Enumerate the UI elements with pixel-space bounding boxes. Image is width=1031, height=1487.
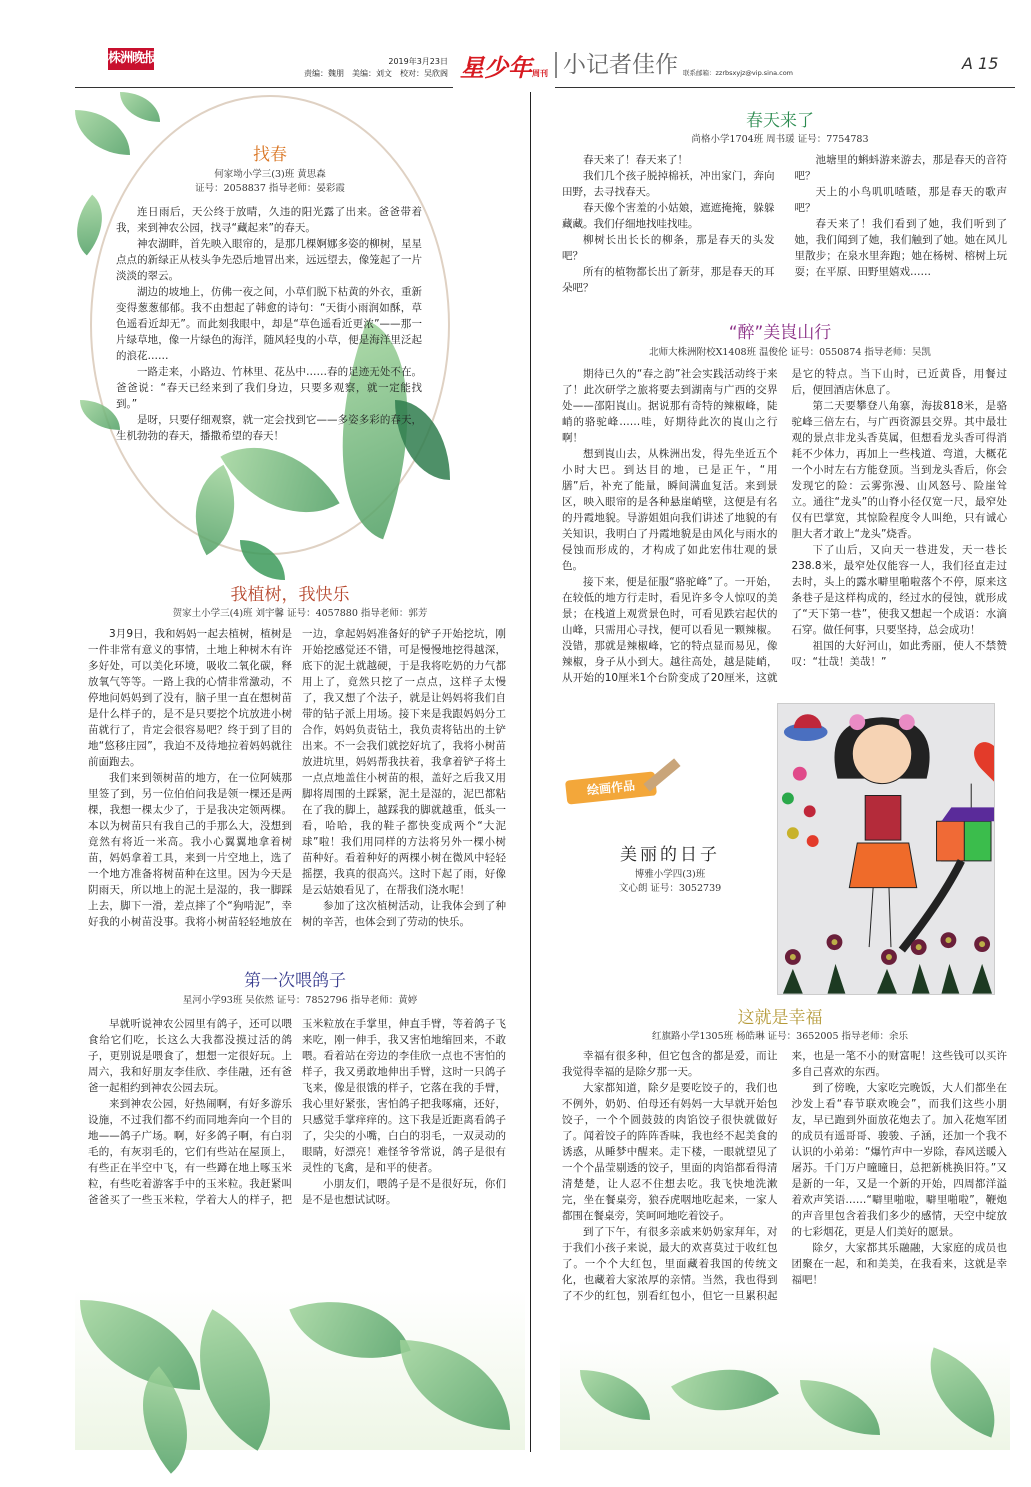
logo-text: 星少年 [460,54,532,82]
paragraph: 春天来了！春天来了！ [583,154,688,166]
article-byline: 红旗路小学1305班 杨皓琳 证号：3652005 指导老师：余乐 [651,1031,909,1042]
painting-author: 文心朗 证号：3052739 [618,883,722,894]
article-body-xingfu [562,1048,1007,1304]
painting-title: 美丽的日子 [620,845,720,865]
header-rule [555,87,1015,88]
paragraph: 期待已久的“春之韵”社会实践活动终于来了！此次研学之旅将要去到湖南与广西的交界处——邵阳崀山。据说那有奇特的辣椒峰，陡峭的骆驼峰……哇，好期待此次的崀山之行啊！ [562,368,778,444]
paragraph: 大家都知道，除夕是要吃饺子的，我们也不例外，奶奶、伯母还有妈妈一大早就开始包饺子，一个个圆鼓鼓的肉馅饺子很快就做好了。闻着饺子的阵阵香味，我也经不起美食的诱惑，从睡梦中醒来。走下楼，一眼就望见了一个个晶莹剔透的饺子，里面的肉馅都看得清清楚楚，让人忍不住想去吃。我飞快地洗漱完，坐在餐桌旁，狼吞虎咽地吃起来，一家人都围在餐桌旁，笑呵呵地吃着饺子。 [562,1082,778,1222]
article-title: 我植树，我快乐 [230,585,350,605]
contact-email: 联系邮箱：zzrbsxyjz@vip.sina.com [683,69,794,77]
editor-credits: 责编：魏朋 美编：刘文 校对：吴欣阁 [304,69,448,78]
paragraph: 来到神农公园，好热闹啊，有好多游乐设施，不过我们都不约而同地奔向一个目的地——鸽子广场。啊，好多鸽子啊，有白羽毛的，有灰羽毛的，它们有些站在屋顶上，有些正在半空中飞，有一些蹲在地上啄玉米粒，有些吃着游客手中的玉米粒。我赶紧叫爸爸买了一些玉米粒，学着大人的样子，把玉米粒放在手掌里，伸直手臂，等着鸽子飞来吃，刚一伸手，我又害怕地缩回来，不敢喂。看着站在旁边的李佳欣一点也不害怕的样子，我又勇敢地伸出手臂，这时一只鸽子飞来，像是很饿的样子，它落在我的手臂，我心里好紧张，害怕鸽子把我啄痛，还好，只感觉手掌痒痒的。这下我是近距离看鸽子了，尖尖的小嘴，白白的羽毛，一双灵动的眼睛，好漂亮！难怪爷爷常说，鸽子是很有灵性的飞禽，是和平的使者。 [88,1018,506,1206]
article-body-zhishu [88,626,506,930]
article-byline: 尚格小学1704班 周书瑗 证号：7754783 [691,134,869,145]
column-divider [530,92,531,1452]
paragraph: 春天来了！我们看到了她，我们听到了她，我们闻到了她，我们触到了她。她在风儿里散步；在泉水里奔跑；她在杨树、榕树上玩耍；在平原、田野里嬉戏…… [794,218,1007,278]
paragraph: 第二天要攀登八角寨，海拔818米，是骆驼峰三倍左右，与广西资源县交界。其中最壮观的景点非龙头香莫属，但想看龙头香可得消耗不少体力，再加上一些栈道、弯道，大概花一个小时左右方能登顶。当到龙头香后，你会发现它的险：云雾弥漫、山风怒号、险崖耸立。通往“龙头”的山脊小径仅宽一尺，最窄处仅有巴掌宽，其惊险程度令人叫绝，只有诚心胆大者才敢上“龙头”烧香。 [791,400,1007,540]
paragraph: 春天像个害羞的小姑娘，遮遮掩掩，躲躲藏藏。我们仔细地找哇找哇。 [562,202,775,230]
paragraph: 祖国的大好河山，如此秀丽，使人不禁赞叹：“壮哉！美哉！” [791,640,1007,668]
article-byline: 证号：2058837 指导老师：晏彩霞 [195,183,345,194]
paragraph: 早就听说神农公园里有鸽子，还可以喂食给它们吃，长这么大我都没摸过活的鸽子，更别说是喂食了，想想一定很好玩。上周六，我和好朋友李佳欣、李佳融，还有爸爸一起相约到神农公园去玩。 [88,1018,292,1094]
paragraph: 参加了这次植树活动，让我体会到了种树的辛苦，也体会到了劳动的快乐。 [302,900,506,928]
paragraph: 湖边的坡地上，仿佛一夜之间，小草们脱下枯黄的外衣，重新变得葱葱郁郁。我不由想起了韩愈的诗句：“天街小雨润如酥，草色遥看近却无”。而此刻我眼中，却是“草色遥看近更浓”——那一片绿草地，像一片绿色的海洋，随风轻曳的小草，便是海洋里泛起的浪花…… [116,286,422,362]
paragraph: 是呀，只要仔细观察，就一定会找到它——多姿多彩的春天，生机勃勃的春天，播撒希望的春天！ [116,414,422,442]
logo-sub: 周刊 [532,69,548,78]
paragraph: 到了傍晚，大家吃完晚饭，大人们都坐在沙发上看“春节联欢晚会”，而我们这些小朋友，早已跑到外面放花炮去了。加入花炮军团的成员有遥哥哥、骏骏、子涵，还加一个我不认识的小弟弟：“爆竹声中一岁除，春风送暖入屠苏。千门万户曈曈日，总把新桃换旧符。”又是新的一年，又是一个新的开始，四周都洋溢着欢声笑语……“噼里啪啦，噼里啪啦”，鞭炮的声音里包含着我们多少的感情，天空中绽放的七彩烟花，更是人们美好的愿景。 [791,1082,1007,1238]
article-body-zhaochun [116,204,422,444]
paragraph: 天上的小鸟叽叽喳喳，那是春天的歌声吧？ [794,186,1007,214]
paragraph: 我们几个孩子脱掉棉袄，冲出家门，奔向田野，去寻找春天。 [562,170,775,198]
paragraph: 幸福有很多种，但它包含的都是爱，而让我觉得幸福的是除夕那一天。 [562,1050,778,1078]
paragraph: 下了山后，又向天一巷进发，天一巷长238.8米，最窄处仅能容一人，我们径直走过去时，头上的露水噼里啪啦落个不停，原来这条巷子是这样构成的，经过水的侵蚀，就形成了“天下第一巷”，使我又想起一个成语：水滴石穿。做任何事，只要坚持，总会成功！ [791,544,1007,636]
article-byline: 何家坳小学三(3)班 黄思森 [214,169,326,180]
paragraph: 所有的植物都长出了新芽，那是春天的耳朵吧？ [562,266,775,294]
issue-date: 2019年3月23日 [388,57,448,66]
section-title: 小记者佳作 [555,52,678,78]
article-body-gezi [88,1016,506,1208]
article-title: “醉”美崀山行 [728,323,832,343]
paragraph: 柳树长出长长的柳条，那是春天的头发吧？ [562,234,775,262]
paragraph: 想到崀山去，从株洲出发，得先坐近五个小时大巴。到达目的地，已是正午，“用膳”后，补充了能量，瞬间满血复活。来到景区，映入眼帘的是各种悬崖峭壁，这便是有名的丹霞地貌。导游姐姐向我们讲述了地貌的有关知识，我明白了丹霞地貌是由风化与雨水的侵蚀而形成的，才构成了如此宏伟壮观的景色。 [562,448,778,572]
article-byline: 星河小学93班 吴依然 证号：7852796 指导老师：黄婷 [182,995,418,1006]
paragraph: 3月9日，我和妈妈一起去植树，植树是一件非常有意义的事情，土地上种树木有许多好处，可以美化环境，吸收二氧化碳，释放氧气等等。一路上我的心情非常激动，不停地问妈妈到了没有，脑子里一直在想树苗是什么样子的，是不是只要挖个坑放进小树苗就行了，肯定会很容易吧？终于到了目的地“悠移庄园”，我迫不及待地拉着妈妈就往前面跑去。 [88,628,292,768]
article-title: 第一次喂鸽子 [244,971,346,991]
supplement-logo [460,48,548,83]
header-rule [75,87,453,88]
paragraph: 神农湖畔，首先映入眼帘的，是那几棵婀娜多姿的柳树，星星点点的新绿正从枝头争先恐后地冒出来，远远望去，像笼起了一片淡淡的翠云。 [116,238,422,282]
painting-badge: 绘画作品 [565,771,657,804]
masthead-logo: 株洲晚报 [108,48,154,70]
paragraph: 接下来，便是征服“骆驼峰”了。一开始，在较低的地方行走时，看见许多令人惊叹的美景；在栈道上观赏景色时，可看见跌宕起伏的山峰，只需用心寻找，便可以看见一颗辣椒。没错，那就是辣椒峰，它的特点显而易见，像辣椒，身子从小到大。越往高处，越是陡峭，从开始的10厘米1个台阶变成了20厘米，这就是它的特点。当下山时，已近黄昏，用餐过后，便回酒店休息了。 [562,368,1007,684]
article-byline: 贺家土小学三(4)班 刘宇馨 证号：4057880 指导老师：郭芳 [172,608,428,619]
article-body-langshan [562,366,1007,686]
paragraph: 连日雨后，天公终于放晴，久违的阳光露了出来。爸爸带着我，来到神农公园，找寻“藏起来”的春天。 [116,206,422,234]
page-number: A 15 [962,54,999,73]
paragraph: 一路走来，小路边、竹林里、花丛中……春的足迹无处不在。爸爸说：“春天已经来到了我们身边，只要多观察，就一定能找到。” [116,366,422,410]
article-title: 找春 [253,145,287,165]
paragraph: 小朋友们，喂鸽子是不是很好玩，你们是不是也想试试呀。 [302,1178,506,1206]
article-body-chuntian [562,152,1007,296]
child-drawing-image [777,703,995,995]
article-title: 这就是幸福 [737,1008,823,1028]
paragraph: 我们来到领树苗的地方，在一位阿姨那里签了到，另一位伯伯问我是领一棵还是两棵，我想一棵太少了，于是我决定领两棵。本以为树苗只有我自己的手那么大，没想到竟然有将近一米高。我小心翼翼地拿着树苗，妈妈拿着工具，来到一片空地上，选了一个地方准备将树苗种在这里。因为今天是阴雨天，所以地上的泥土是湿的，我一脚踩上去，脚下一滑，差点摔了个“狗啃泥”，幸好我的小树苗没事。我将小树苗轻轻地放在一边，拿起妈妈准备好的铲子开始挖坑，刚开始挖感觉还不错，可是慢慢地挖得越深，底下的泥土就越硬，于是我将吃奶的力气都用上了，竟然只挖了一点点，这样子太慢了，我又想了个法子，就是让妈妈将我们自带的钻子派上用场。接下来是我跟妈妈分工合作，妈妈负责钻土，我负责将钻出的土铲出来。不一会我们就挖好坑了，我将小树苗放进坑里，妈妈帮我扶着，我拿着铲子将土一点点地盖住小树苗的根，盖好之后我又用脚将周围的土踩紧，泥土是湿的，泥巴都粘在了我的脚上，越踩我的脚就越重，低头一看，哈哈，我的鞋子都快变成两个“大泥球”啦！我们用同样的方法将另外一棵小树苗种好。看着种好的两棵小树在微风中轻轻摇摆，我真的很高兴。这时下起了雨，好像是云姑娘看见了，在帮我们浇水呢！ [88,628,506,928]
article-byline: 北师大株洲附校X1408班 温俊伦 证号：0550874 指导老师：吴凯 [649,347,931,358]
paragraph: 池塘里的蝌蚪游来游去，那是春天的音符吧？ [794,154,1007,182]
article-title: 春天来了 [746,111,814,131]
paragraph: 到了下午，有很多亲戚来奶奶家拜年，对于我们小孩子来说，最大的欢喜莫过于收红包了。一个个大红包，里面藏着我国的传统文化，也藏着大家浓厚的亲情。当然，我也得到了不少的红包，别看红包小，但它一旦累积起来，也是一笔不小的财富呢！这些钱可以买许多自己喜欢的东西。 [562,1050,1007,1302]
painting-school: 博雅小学四(3)班 [634,869,706,880]
paragraph: 除夕，大家都其乐融融，大家庭的成员也团聚在一起，和和美美，在我看来，这就是幸福吧！ [791,1242,1007,1286]
